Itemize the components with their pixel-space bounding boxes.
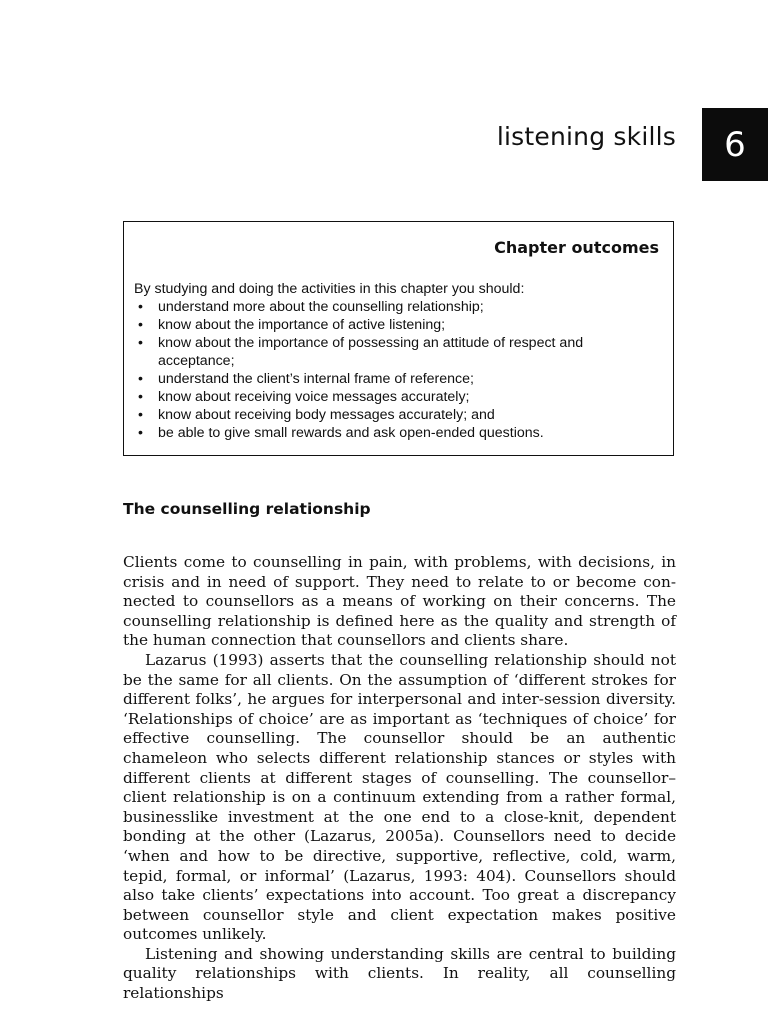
outcome-item: • know about receiving voice messages accurately; [124,388,644,406]
section-heading: The counselling relationship [123,500,371,518]
body-paragraph: Clients come to counselling in pain, with problems, with decisions, in crisis and in need of support. They need to relate to or become connected to counsellors as a means of working on their concerns. The counselling relationship is defined here as the quality and strength of the human connection that counsellors and clients share. [123,553,676,650]
chapter-number-tab: 6 [702,108,768,181]
chapter-title: listening skills [496,122,676,151]
outcome-item: • understand more about the counselling relationship; [124,298,644,316]
outcome-item: • know about the importance of possessing an attitude of respect and acceptance; [124,334,644,370]
outcomes-list [124,298,644,442]
outcomes-title: Chapter outcomes [494,238,659,257]
outcomes-intro: By studying and doing the activities in this chapter you should: [134,281,525,297]
body-paragraph: Lazarus (1993) asserts that the counselling relationship should not be the same for all clients. On the assumption of ‘different strokes for different folks’, he argues for interpersonal and inter-session diversity. ‘Relationships of choice’ are as important as ‘techniques of choice’ for effective counselling. The counsellor should be an authentic chameleon who selects different relationship stances or styles with different clients at different stages of counselling. The counsellor–client relationship is on a continuum extending from a rather formal, businesslike investment at the one end to a close-knit, dependent bonding at the other (Lazarus, 2005a). Counsellors need to decide ‘when and how to be directive, supportive, reflective, cold, warm, tepid, formal, or informal’ (Lazarus, 1993: 404). Counsellors should also take clients’ expectations into account. Too great a discrepancy between counsellor style and client expectation makes positive outcomes unlikely. [123,650,676,944]
outcome-item: • understand the client’s internal frame of reference; [124,370,644,388]
outcome-item: • be able to give small rewards and ask open-ended questions. [124,424,644,442]
chapter-outcomes-box [123,221,674,456]
body-paragraph: Listening and showing understanding skills are central to building quality relationships with clients. In reality, all counselling relationships [123,944,676,1003]
body-text [123,553,676,1004]
outcome-item: • know about receiving body messages accurately; and [124,406,644,424]
outcome-item: • know about the importance of active listening; [124,316,644,334]
